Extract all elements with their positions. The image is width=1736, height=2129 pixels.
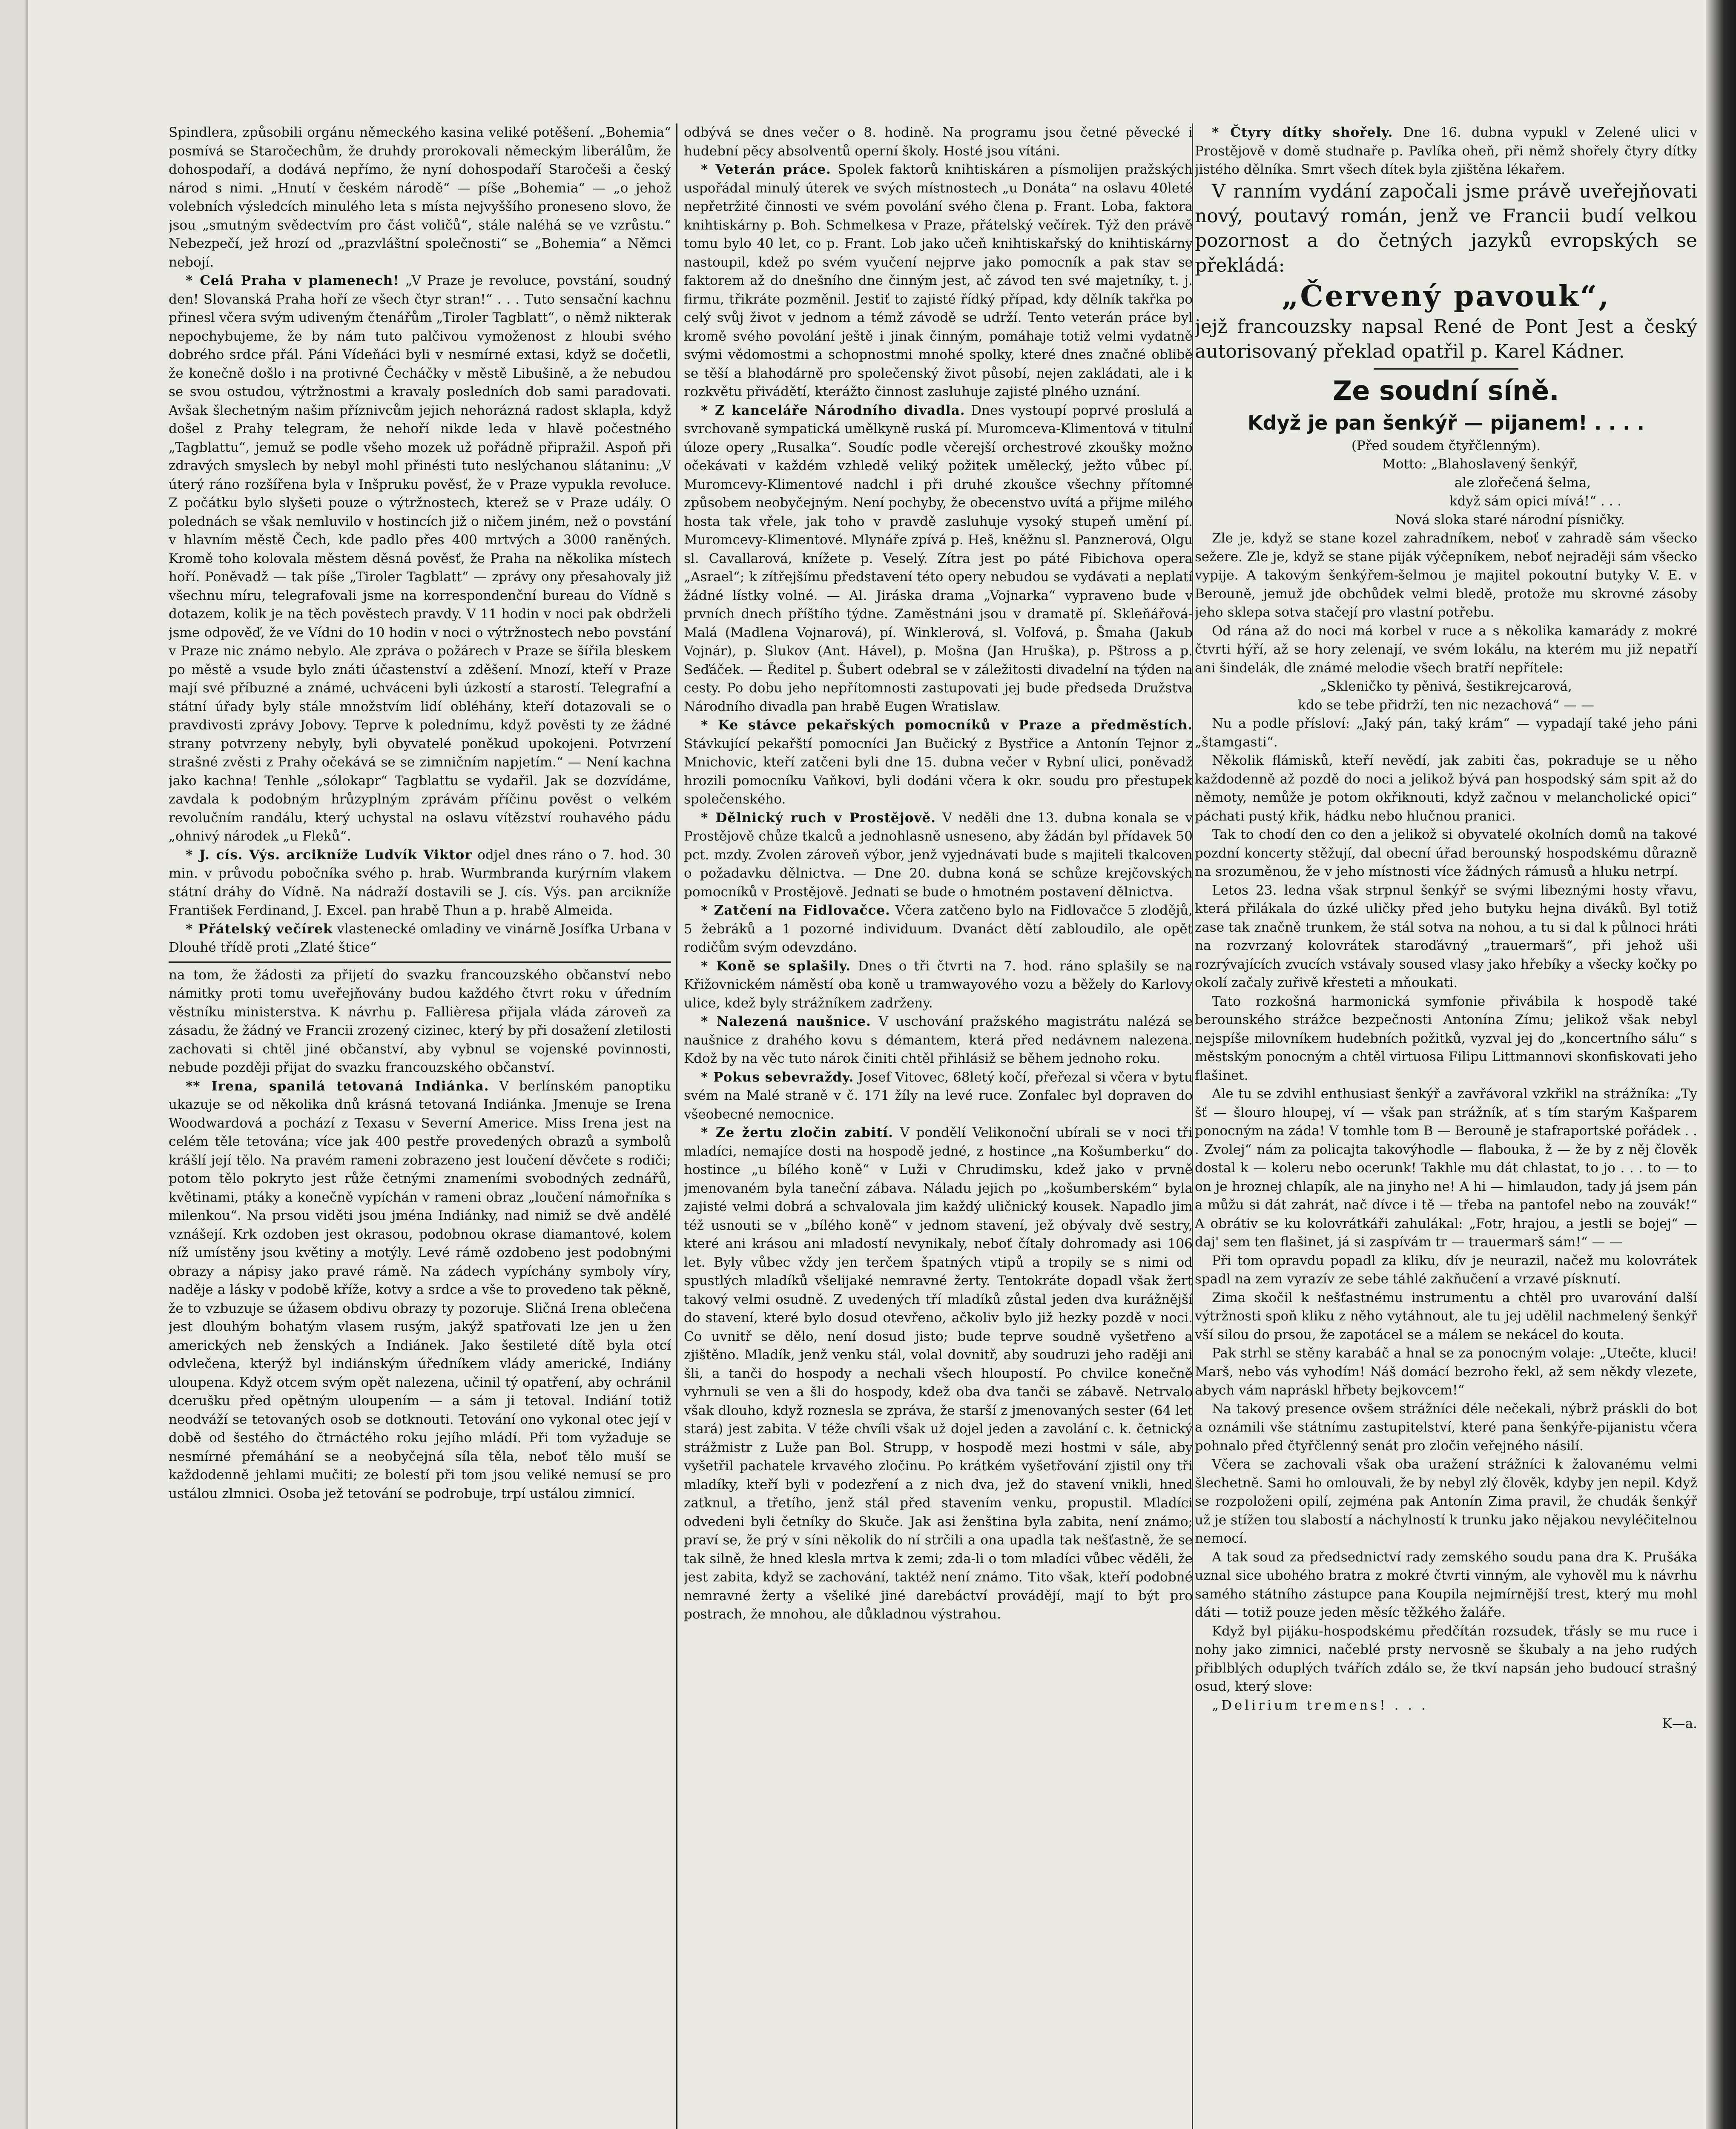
article-paragraph: A tak soud za předsednictví rady zemského soudu pana dra K. Prušáka uznal sice ubohého bratra z mokré čtvrti vinným, ale vyhověl mu k návrhu samého státního zástupce pana Koupila nejmírnější trest, který mu mohl dáti — totiž pouze jeden měsíc těžkého žaláře. <box>1195 1549 1697 1620</box>
section-title: Ze soudní síně. <box>1333 375 1559 406</box>
article-headline: * Nalezená naušnice. <box>701 1014 871 1029</box>
author-signature: K—a. <box>1662 1716 1697 1731</box>
article-headline: * Ze žertu zločin zabití. <box>701 1125 893 1140</box>
scan-edge <box>1706 0 1736 2129</box>
article-paragraph: Když byl pijáku-hospodskému předčítán rozsudek, třásly se mu ruce i nohy jako zimnici, načeblé prsty nervosně se škubaly a na jeho rudých přiblblých oduplých tvářích zdálo se, že tkví napsán jeho budoucí strašný osud, který slove: <box>1195 1623 1697 1694</box>
article-paragraph: Spindlera, způsobili orgánu německého kasina veliké potěšení. „Bohemia“ posmívá se Staročechům, že druhdy prorokovali německým liberálům, že dohospodaří, a dodává nepřímo, že nyní dohospodaří Staročeši a český národ s nimi. „Hnutí v českém národě“ — píše „Bohemia“ — „o jehož volebních výsledcích minulého leta s místa nejvyššího proneseno slovo, že jsou „smutným svědectvím pro část voličů“, stále naléhá se ve vzrůstu.“ Nebezpečí, jež hrozí od „prazvláštní společnosti“ se „Bohemia“ a Němci nebojí. <box>169 125 671 270</box>
song-line: „Skleničko ty pěnivá, šestikrejcarová, <box>1320 679 1572 694</box>
article-headline: ** Irena, spanilá tetovaná Indiánka. <box>186 1078 489 1094</box>
article-headline: * J. cís. Výs. arcikníže Ludvík Viktor <box>186 847 472 863</box>
article-paragraph: Na takový presence ovšem strážníci déle nečekali, nýbrž práskli do bot a oznámili vše státnímu zastupitelství, které pana šenkýře-pijanistu včera pohnalo před čtyřčlenný senát pro zločin veřejného násilí. <box>1195 1401 1697 1454</box>
column-rule <box>676 123 677 2129</box>
article-text: V pondělí Velikonoční ubírali se v noci tři mladíci, nemajíce dosti na hospodě jedné, z hostince „na Košumberku“ do hostince „u bílého koně“ v Luži v Chrudimsku, kdež jako v prvně jmenovaném byla taneční zábava. Náladu jejich po „košumberském“ byla zajisté velmi dobrá a schvalovala jim každý uličnický kousek. Napadlo jim též usnouti se v „bílého koně“ v jednom stavení, jež obývaly dvě sestry, které ani krásou ani mladostí nevynikaly, neboť čítaly dohromady asi 106 let. Byly vůbec vždy jen terčem špatných vtipů a tropily se s nimi od spustlých mladíků všelijaké nemravné žerty. Tentokráte dopadl však žert takový velmi osudně. Z uvedených tří mladíků zůstal jeden dva kurážnější do stavení, které bylo dosud otevřeno, ačkoliv bylo již hezky pozdě v noci. Co uvnitř se dělo, není dosud jisto; bude teprve soudně vyšetřeno a zjištěno. Mladík, jenž venku stál, volal dovnitř, aby soudruzi jeho raději ani šli, a tanči do hospody a nechali všech hloupostí. Po chvilce konečně vyhrnuli se ven a šli do hospody, kdež oba dva tanči se zábavě. Netrvalo však dlouho, když roznesla se zpráva, že starší z jmenovaných sester (64 let stará) jest zabita. V téže chvíli však už dojel jeden a zavolání c. k. četnický strážmistr z Luže pan Bol. Strupp, v hospodě mezi hostmi v sále, aby vyšetřil pachatele krvavého zločinu. Po krátkém vyšetřování zjistil ony tři mladíky, kteří byli v podezření a z nich dva, jež do stavení vnikli, hned zatknul, a třetího, jenž stál před stavením venku, propustil. Mladíci odvedeni byli četníky do Skuče. Jak asi ženština byla zabita, není známo; praví se, že prý v síni několik do ní strčili a ona upadla tak nešťastně, že se tak silně, že hned klesla mrtva k zemi; zda-li o tom mladíci vůbec věděli, že jest zabita, když se zachování, taktéž není známo. Tito však, kteří podobné nemravné žerty a všeliké jiné darebáctví provádějí, mají to být pro postrach, že mnohou, ale důkladnou výstrahou. <box>684 1125 1193 1622</box>
article-text: V berlínském panoptiku ukazuje se od několika dnů krásná tetovaná Indiánka. Jmenuje se Irena Woodwardová a pochází z Texasu v Severní Americe. Miss Irena jest na celém těle tetována; více jak 400 pestře provedených obrazů a symbolů krášlí její tělo. Na pravém rameni zobrazeno jest loučení děvčete s rodiči; potom tělo pokryto jest růže četnými znameními svobodných zednářů, květinami, ptáky a konečně vypíchán v rameni obraz „loučení námořníka s milenkou“. Na prsou viděti jsou jména Indiánky, nad nimiž se dvě andělé vznášejí. Krk ozdoben jest okrasou, podobnou okrase diamantové, kolem níž umístěny jsou květiny a motýly. Levé rámě ozdobeno jest podobnými obrazy a nápisy jako pravé rámě. Na zádech vypíchány symboly víry, naděje a lásky v podobě kříže, kotvy a srdce a vše to provedeno tak pěkně, že to vzbuzuje se úžasem obdivu obrazy ty pozoruje. Sličná Irena oblečena jest dlouhým bohatým vlasem rusým, jakýž spatřovati lze jen u žen amerických neb ženských a Indiánek. Jako šestileté dítě byla otcí odvlečena, kterýž byl indiánským úředníkem vlády americké, Indiány uloupena. Když otcem svým opět nalezena, učinil tý opatření, aby ochránil dcerušku před opětným uloupením — a sám ji tetoval. Indiání totiž neodváží se tetovaných osob se dotknouti. Tetování ono vykonal otec její v době od šestého do čtrnáctého roku jejího mládí. Při tom vyžaduje se nesmírné přemáhání se a neobyčejná síla těla, neboť tělo muší se každodenně jehlami mučiti; ze bolestí při tom jsou veliké nemusí se pro ustálou zlmnici. Osoba jež tetování se podrobuje, trpí ustálou zimnicí. <box>169 1078 671 1501</box>
article-headline: * Pokus sebevraždy. <box>701 1069 854 1085</box>
article-headline: * Zatčení na Fidlovačce. <box>701 903 890 918</box>
column-middle <box>684 123 1193 2129</box>
article-paragraph: Letos 23. ledna však strpnul šenkýř se svými libeznými hosty vřavu, která přilákala do úzké uličky před jeho butyku hejna diváků. Byl totiž zase tak značně trunkem, že stál sotva na nohou, a tu si dal k půlnoci hráti na rozvrzaný kolovrátek staroďávný „trauermarš“, při jehož uši rozrývajících zvucích vstávaly soused vlasy jako hřebíky a všecky kočky po okolí začaly zuřivě křesteti a mňoukati. <box>1195 882 1697 990</box>
article-text: Spolek faktorů knihtiskáren a písmolijen pražských uspořádal minulý úterek ve svých místnostech „u Donáta“ na oslavu 40leté nepřetržité činnosti ve svém povolání svého člena p. Frant. Loba, faktora knihtiskárny p. Boh. Schmelkesa v Praze, přátelský večírek. Týž den právě tomu bylo 40 let, co p. Frant. Lob jako učeň knihtiskařský do knihtiskárny nastoupil, kdež po svém vyučení nejprve jako pomocník a pak stav se faktorem až do dnešního dne činným jest, ač závod ten své majetníky, t. j. firmu, třikráte pozměnil. Jestiť to zajisté řídký případ, kdy dělník takřka po celý svůj život v jednom a témž závodě se udrží. Tento veterán práce byl kromě svého povolání ještě i jinak činným, pomáhaje totiž velmi vydatně svými vědomostmi a schopnostmi mnohé spolky, které dnes značné oblibě se těší a blahodárně pro společenský život působí, nejen zakládati, ale i k rozkvětu přivádětí, kterážto činnost zasluhuje zajisté plného uznání. <box>684 162 1193 399</box>
article-paragraph <box>169 1077 671 1503</box>
article-paragraph <box>684 901 1193 957</box>
article-paragraph: Několik flámisků, kteří nevědí, jak zabiti čas, pokraduje se u něho každodenně až pozdě do noci a jelikož bývá pan hospodský sám spit až do němoty, nemůže je potom okřiknouti, když začnou v melancholické opici“ páchati pustý křik, hádku nebo hlučnou pranici. <box>1195 753 1697 824</box>
article-paragraph <box>1195 123 1697 179</box>
motto-line: když sám opici mívá!“ . . . <box>1449 494 1622 509</box>
column-left <box>169 123 671 2129</box>
novel-announcement: V ranním vydání započali jsme právě uveřejňovati nový, poutavý román, jenž ve Francii budí velkou pozornost a do četných jazyků evropských se překládá: <box>1195 180 1697 276</box>
article-paragraph <box>684 402 1193 717</box>
article-paragraph: Ale tu se zdvihl enthusiast šenkýř a zavřávoral vzkřikl na strážníka: „Ty šť — šlouro hloupej, ví — však pan strážník, ať s tím starým Kašparem ponocným na záda! V tomhle tom B — Berouně je stafraportské pořádek . . . Zvolej“ nám za policajta takovýhodle — flabouka, ž — že by z něj člověk dostal k — koleru nebo ocerunk! Takhle mu dát chlastat, to jo . . . to — to on je hroznej chlapík, ale na jinyho ne! A hi — himlaudon, tady já jsem pán a můžu si dát zahrát, nač dívce i tě — třeba na pantofel nebo na zouvák!“ A obrátiv se ku kolovrátkáři zahulákal: „Fotr, hrajou, a jestli se bojej“ — daj' sem ten flašinet, já si zaspívám tr — trauermarš sám!“ — — <box>1195 1086 1697 1250</box>
article-paragraph <box>684 1013 1193 1068</box>
article-paragraph <box>684 1068 1193 1124</box>
article-separator <box>1374 368 1518 370</box>
story-note: (Před soudem čtyřčlenným). <box>1351 438 1541 453</box>
article-paragraph <box>684 161 1193 402</box>
article-text: Dnes o tři čtvrti na 7. hod. ráno splašily se na Křižovnickém náměstí oba koně u tramwayového vozu a běžely do Karlovy ulice, kdež byly strážníkem zadrženy. <box>684 958 1193 1011</box>
article-text: Dne 16. dubna vypukl v Zelené ulici v Prostějově v domě studnaře p. Pavlíka oheň, při němž shořely čtyry dítky jistého dělníka. Smrt všech dítek byla zjištěna lékařem. <box>1195 125 1697 177</box>
motto-line: Motto: „Blahoslavený šenkýř, <box>1382 456 1578 472</box>
article-headline: * Veterán práce. <box>701 162 831 177</box>
article-headline: * Celá Praha v plamenech! <box>186 273 399 288</box>
article-text: odjel dnes ráno o 7. hod. 30 min. v průvodu pobočníka svého p. hrab. Wurmbranda kurýrním vlakem státní dráhy do Vídně. Na nádraží dostavili se J. cís. Výs. pan arcikníže František Ferdinand, J. Excel. pan hrabě Thun a p. hrabě Almeida. <box>169 847 671 918</box>
article-paragraph: Tato rozkošná harmonická symfonie přivábila k hospodě také berounského strážce bezpečnosti Antonína Zímu; jelikož však nebyl nejspíše milovníkem hudebních požitků, vyzval jej do „koncertního sálu“ s městským ponocným a chtěl virtuosa Filipu Littmannovi skonfiskovati jeho flašinet. <box>1195 993 1697 1083</box>
newspaper-page <box>26 0 1714 2129</box>
article-text: vlastenecké omladiny ve vinárně Josífka Urbana v Dlouhé třídě proti „Zlaté štice“ <box>169 921 671 955</box>
article-paragraph: Zle je, když se stane kozel zahradníkem, neboť v zahradě sám všecko sežere. Zle je, když se stane piják výčepníkem, neboť nejraději sám všecko vypije. A takovým šenkýřem-šelmou je majitel pokoutní butyky V. E. v Berouně, jemuž jde obchůdek velmi bledě, protože mu skrovné zásoby jeho sklepa sotva stačejí pro vlastní potřebu. <box>1195 531 1697 620</box>
novel-credit: jejž francouzsky napsal René de Pont Jest a český autorisovaný překlad opatřil p. Karel Kádner. <box>1195 316 1697 362</box>
article-paragraph <box>684 1124 1193 1624</box>
column-right <box>1195 123 1697 2129</box>
article-paragraph <box>169 846 671 920</box>
article-paragraph: Pak strhl se stěny karabáč a hnal se za ponocným volaje: „Utečte, kluci! Marš, nebo vás vyhodím! Náš domácí bezroho řekl, až sem někdy vlezete, abych vám napráskl hřbety bejkovcem!“ <box>1195 1346 1697 1398</box>
novel-title: „Červený pavouk“, <box>1282 279 1610 313</box>
article-text: Včera zatčeno bylo na Fidlovačce 5 zlodějů, 5 žebráků a 1 pozorné individuum. Dvanáct dětí zabloudilo, ale opět rodičům svým odevzdáno. <box>684 903 1193 955</box>
article-text: Stávkující pekařští pomocníci Jan Bučický z Bystřice a Antonín Tejnor z Mnichovic, kteří zatčeni byli dne 15. dubna večer v Rybní ulici, poněvadž hrozili pomocníku Vaňkovi, byli dodáni včera k okr. soudu pro přestupek společenského. <box>684 736 1193 807</box>
motto-line: ale zlořečená šelma, <box>1454 475 1591 491</box>
article-paragraph: Nu a podle přísloví: „Jaký pán, taký krám“ — vypadají také jeho páni „štamgasti“. <box>1195 716 1697 750</box>
song-line: kdo se tebe přidrží, ten nic nezachová“ — — <box>1298 697 1594 713</box>
article-text: Dnes vystoupí poprvé proslulá a svrchovaně sympatická umělkyně ruská pí. Muromceva-Klimentová v titulní úloze opery „Rusalka“. Soudíc podle včerejší orchestrové zkoušky možno očekávati v každém vzhledě veliký požitek umělecký, ježto vůbec pí. Muromcevy-Klimentové nadchl i při druhé zkoušce všechny přítomné způsobem neobyčejným. Není pochyby, že obecenstvo uvítá a přijme milého hosta tak vřele, jak toho v pravdě zasluhuje vysoký stupeň umění pí. Muromcevy-Klimentové. Mlynáře zpívá p. Heš, kněžnu sl. Panznerová, Olgu sl. Cavallarová, knížete p. Veselý. Zítra jest po páté Fibichova opera „Asrael“; k zítřejšímu představení této opery nebudou se vydávati a neplatí žádné lístky volné. — Al. Jiráska drama „Vojnarka“ vypraveno bude v prvních dnech příštího týdne. Zaměstnáni jsou v dramatě pí. Skleňářová-Malá (Madlena Vojnarová), pí. Winklerová, sl. Volfová, p. Šmaha (Jakub Vojnár), p. Slukov (Ant. Hável), p. Mošna (Jan Hruška), p. Pštross a p. Seďáček. — Ředitel p. Šubert odebral se v záležitosti divadelní na týden na cesty. Po dobu jeho nepřítomnosti zastupovati jej bude předseda Družstva Národního divadla pan hrabě Eugen Wratislaw. <box>684 402 1193 714</box>
article-separator <box>169 961 671 963</box>
article-paragraph: na tom, že žádosti za přijetí do svazku francouzského občanství nebo námitky proti tomu uveřejňovány budou každého čtvrt roku v úředním věstníku ministerstva. K návrhu p. Fallièresa přijala vláda zároveň za zásadu, že žádný ve Francii zrozený cizinec, který by při dosažení zletilosti zachovati si chtěl jiné občanství, aby vybnul se vojenské povinnosti, nebude později přijat do svazku francouzského občanství. <box>169 967 671 1075</box>
article-headline: * Přátelský večírek <box>186 921 333 937</box>
article-text: V neděli dne 13. dubna konala se v Prostějově chůze tkalců a jednohlasně usneseno, aby žádán byl přídavek 50 pct. mzdy. Zvolen zároveň výbor, jenž vyjednávati bude s majiteli tkalcoven o požadavku dělnictva. — Dne 20. dubna koná se schůze krejčovských pomocníků v Prostějově. Jednati se bude o hmotném postavení dělnictva. <box>684 810 1193 900</box>
article-paragraph <box>684 957 1193 1013</box>
story-title: Když je pan šenkýř — pijanem! . . . . <box>1248 411 1644 434</box>
article-paragraph <box>169 272 671 846</box>
article-paragraph: Tak to chodí den co den a jelikož si obyvatelé okolních domů na takové pozdní koncerty stěžují, dal obecní úřad berounský hospodskému důrazně na srozuměnou, že v jeho místnosti více žádných rámusů a hluku netrpí. <box>1195 827 1697 879</box>
article-headline: * Ke stávce pekařských pomocníků v Praze a předměstích. <box>701 717 1193 733</box>
article-paragraph: Při tom opravdu popadl za kliku, dív je neurazil, načež mu kolovrátek spadl na zem vyrazív ze sebe táhlé zakňučení a vrzavé písknutí. <box>1195 1253 1697 1287</box>
article-headline: * Dělnický ruch v Prostějově. <box>701 810 936 826</box>
article-text: V uschování pražského magistrátu nalézá se naušnice z drahého kovu s démantem, která před nedávnem nalezena. Kdož by na věc tuto nárok činiti chtěl přihlásiž se během jednoho roku. <box>684 1014 1193 1066</box>
article-paragraph <box>684 809 1193 902</box>
article-paragraph: Včera se zachovali však oba uražení strážníci k žalovanému velmi šlechetně. Sami ho omlouvali, že by nebyl zlý člověk, kdyby jen nepil. Když se rozpoloženi opilí, zejména pak Antonín Zima pravil, že chudák šenkýř už je stížen tou slabostí a náchylností k trunku jako nějakou nevyléčitelnou nemocí. <box>1195 1457 1697 1546</box>
article-text: „V Praze je revoluce, povstání, soudný den! Slovanská Praha hoří ze všech čtyr stran!“ . . . Tuto sensační kachnu přinesl včera svým udiveným čtenářům „Tiroler Tagblatt“, o němž nikterak nepochybujeme, že by nám tuto palčivou vymoženost z hloubi svého dobrého srdce přál. Páni Vídeňáci byli v nesmírné extasi, když se dočetli, že konečně došlo i na protivné Čecháčky v městě Libušině, a že nebudou se svou ostudou, výtržnostmi a kravaly posledních dob sami paradovati. Avšak šlechetným našim příznivcům jejich nehorázná radost sklapla, když došel z Prahy telegram, že nehoří nikde leda v hlavě počestného „Tagblattu“, jemuž se podle všeho mozek už pořádně připražil. Aspoň při zdravých smyslech by nebyl mohl přinésti tuto neslýchanou slátaninu: „V úterý ráno rozšířena byla v Inšpruku pověsť, že v Praze vypukla revoluce. Z počátku bylo slyšeti pouze o výtržnostech, kterež se v Praze udály. O polednách se však nemluvilo v hostincích již o ničem jiném, než o povstání v hlavním městě Čech, kde padlo přes 400 mrtvých a 3000 raněných. Kromě toho kolovala městem děsná pověsť, že Praha na několika místech hoří. Poněvadž — tak píše „Tiroler Tagblatt“ — zprávy ony přesahovaly již všechnu míru, telegrafovali jsme na korrespondenční bureau do Vídně s dotazem, kolik je na těch pověstech pravdy. V 11 hodin v noci pak obdrželi jsme odpověď, že ve Vídni do 10 hodin v noci o výtržnostech nebo povstání v Praze nic známo nebylo. Ale zpráva o požárech v Praze se šířila bleskem po městě a vsude bylo znáti účastenství a zděšení. Mnozí, kteří v Praze mají své příbuzné a známé, uchváceni byli úzkostí a starostí. Telegrafní a státní úřady byly stále množstvím lidí obléhány, kteří dotazovali se o pravdivosti zprávy Jobovy. Teprve k polednímu, když pověsti ty ze žádné strany potvrzeny nebyly, byli obyvatelé poněkud upokojeni. Potvrzení strašné zvěsti z Prahy očekává se se zimničním napjetím.“ — Není kachna jako kachna! Tenhle „sólokapr“ Tagblattu se vydařil. Jak se dozvídáme, zavdala k podobným hrůzyplným zprávám příčinu pověst o velkém revolučním randálu, který uchystal na oslavu vítězství rouhavého pádu „ohnivý národek „u Fleků“. <box>169 273 671 844</box>
motto-line: Nová sloka staré národní písničky. <box>1395 512 1625 528</box>
article-paragraph <box>169 920 671 957</box>
article-paragraph <box>684 716 1193 809</box>
article-headline: * Koně se splašily. <box>701 958 851 974</box>
article-headline: * Čtyry dítky shořely. <box>1212 125 1393 140</box>
article-paragraph: odbývá se dnes večer o 8. hodině. Na programu jsou četné pěvecké i hudební pĕcy absolventů operní školy. Hosté jsou vítáni. <box>684 125 1193 159</box>
article-paragraph: Od rána až do noci má korbel v ruce a s několika kamarády z mokré čtvrti hýří, až se hory zelenají, ve svém lokálu, na kterém mu již nepatří ani šindelák, dle známé melodie všech bratří nepřítele: <box>1195 623 1697 676</box>
article-paragraph: Zima skočil k nešťastnému instrumentu a chtěl pro uvarování další výtržnosti spoň kliku z něho vytáhnout, ale tu jej udělil nachmelený šenkýř vší silou do prsou, že zapotácel se a málem se nekácel do kouta. <box>1195 1290 1697 1343</box>
story-ending: „Delirium tremens! . . . <box>1212 1697 1428 1713</box>
article-text: Josef Vitovec, 68letý kočí, přeřezal si včera v bytu svém na Malé straně v č. 171 žíly na levé ruce. Zonfalec byl dopraven do všeobecné nemocnice. <box>684 1069 1193 1122</box>
article-headline: * Z kanceláře Národního divadla. <box>701 402 965 418</box>
